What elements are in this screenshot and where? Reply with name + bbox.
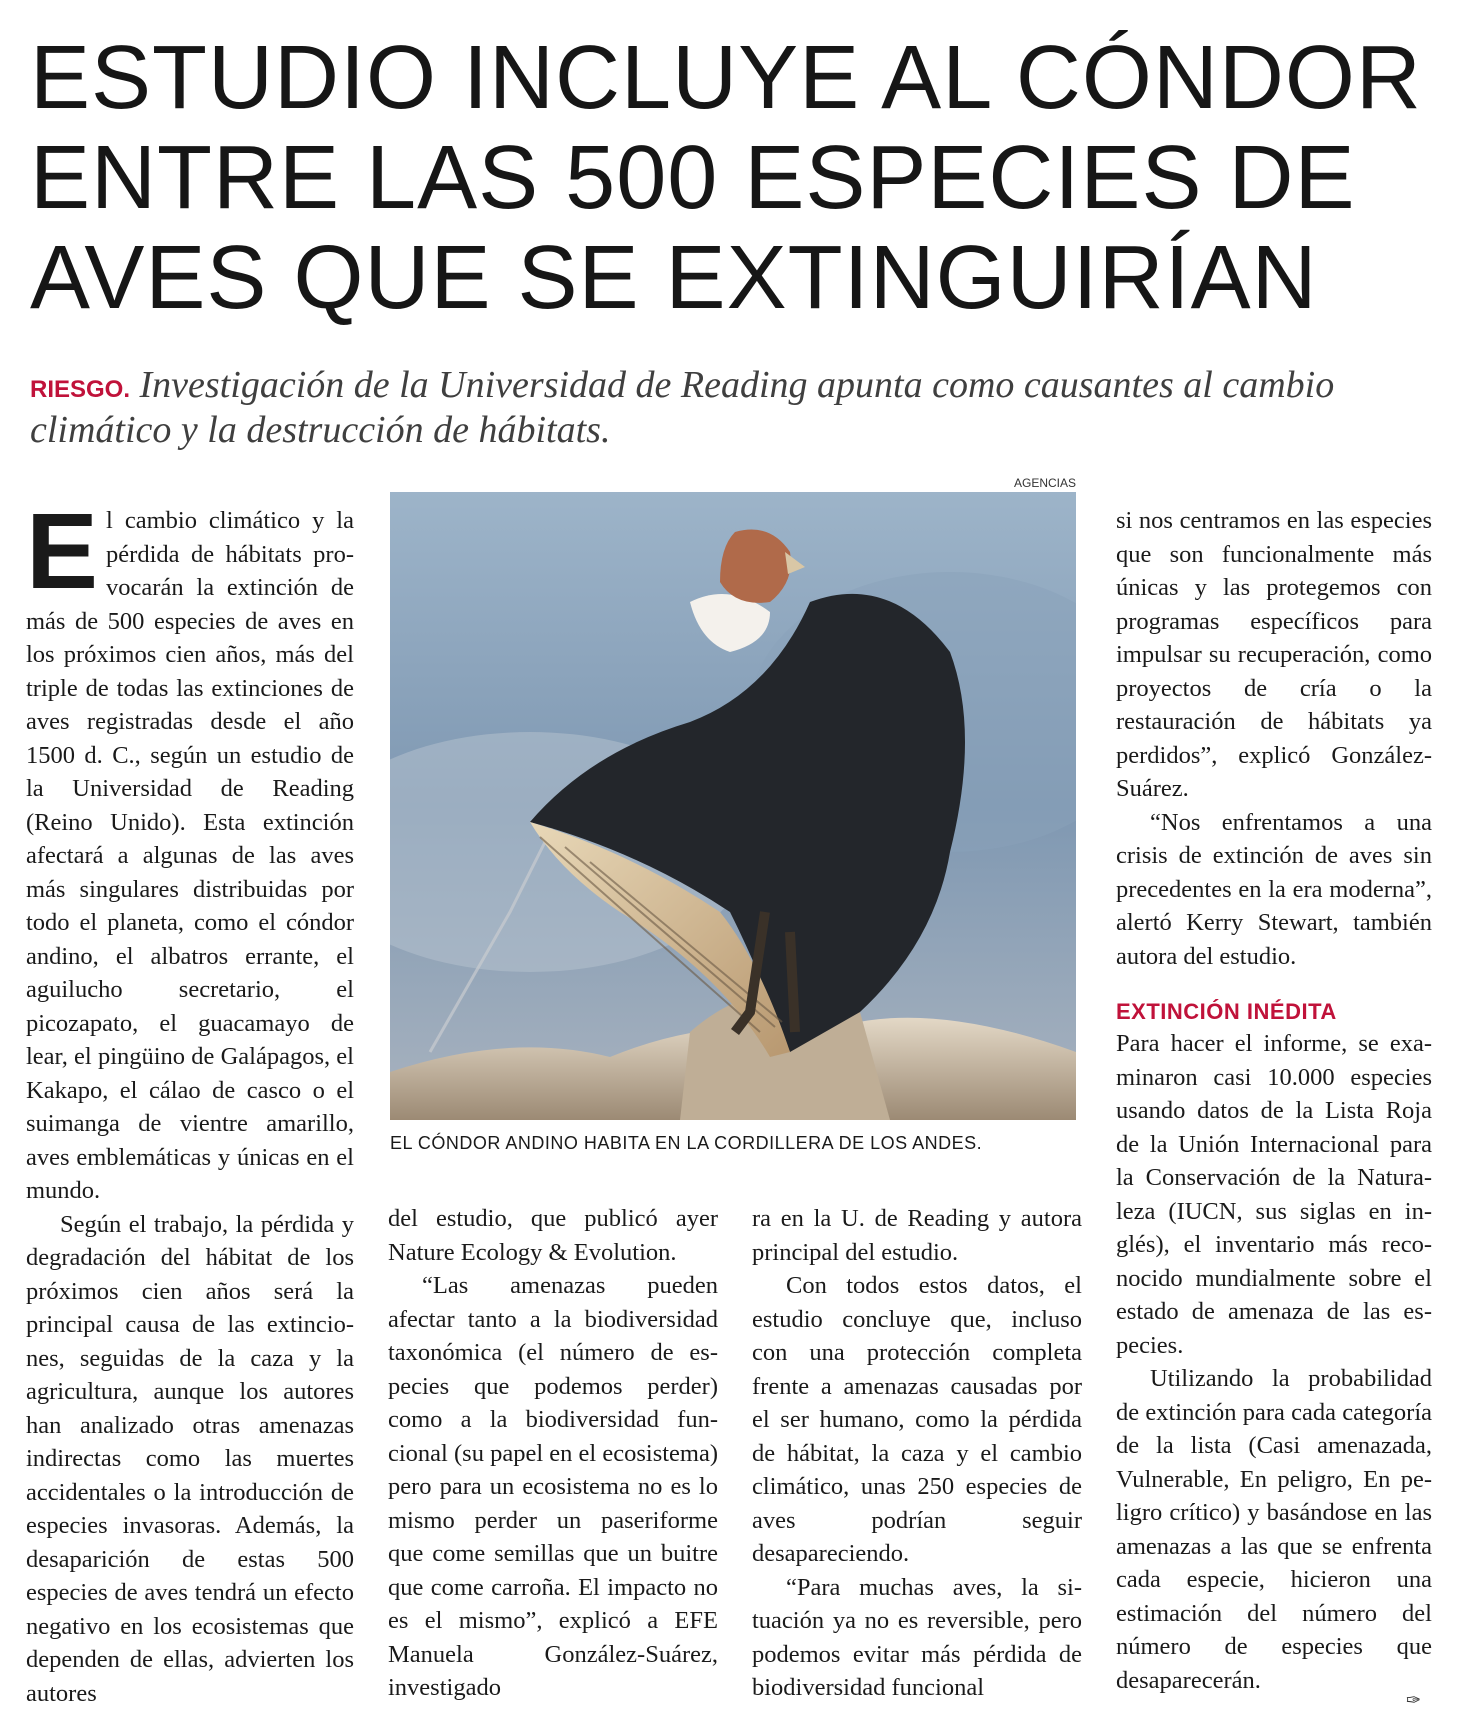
article-paragraph: Con todos estos datos, el estudio concluye que, incluso con una protección completa frente a amenazas causadas por el ser humano, como la pérdida de hábitat, la caza y el cambio climático, unas 250 especies de aves podrían seguir desapareciendo. <box>752 1272 1082 1567</box>
article-paragraph: Según el trabajo, la pérdida y degradación del hábitat de los próximos cien años será la principal causa de las extinciones, seguidas de la caza y la agricultura, aunque los autores han analizado otras amenazas indirectas como las muertes accidentales o la introducción de especies invasoras. Además, la desaparición de estas 500 especies de aves tendrá un efecto negativo en los ecosistemas que dependen de ellas, advierten los autores <box>26 1210 354 1707</box>
section-subhead: EXTINCIÓN INÉDITA <box>1116 999 1337 1024</box>
article-column-1 <box>26 490 354 1710</box>
condor-photo-image <box>390 492 1076 1120</box>
headline-line-1: ESTUDIO INCLUYE AL CÓNDOR <box>30 28 1422 128</box>
condor-photo <box>390 492 1076 1120</box>
drop-cap: E <box>26 490 99 611</box>
article-paragraph: “Para muchas aves, la situación ya no es reversible, pero podemos evitar más pérdida de biodiversidad funcional <box>752 1573 1082 1701</box>
article-paragraph: “Nos enfrentamos a una crisis de extinción de aves sin precedentes en la era moderna”, alertó Kerry Stewart, también autora del estudio. <box>1116 808 1432 970</box>
headline-line-2: ENTRE LAS 500 ESPECIES DE <box>30 128 1356 228</box>
article-paragraph: del estudio, que publicó ayer Nature Ecology & Evolution. <box>388 1205 718 1266</box>
deck-text: Investigación de la Universidad de Reading apunta como causantes al cambio climático y la destrucción de hábitats. <box>30 364 1335 451</box>
paragraph-text: l cambio climático y la pérdida de hábitats provocarán la extinción de más de 500 especies de aves en los próximos cien años, más del triple de todas las extinciones de aves registradas desde el año 1500 d. C., según un estudio de la Universidad de Reading (Reino Unido). Esta extinción afectará a algunas de las aves más singulares distribuidas por todo el planeta, como el cóndor andino, el albatros errante, el aguilucho secretario, el picozapato, el guacamayo de lear, el pingüino de Galápagos, el Kakapo, el cálao de casco o el suimanga de vientre amarillo, aves emblemáticas y únicas en el mundo. <box>26 507 354 1204</box>
article-column-4 <box>1116 504 1432 1697</box>
deck-kicker: RIESGO. <box>30 376 131 403</box>
article-column-2 <box>388 1202 718 1705</box>
article-paragraph: Utilizando la probabilidad de extinción para cada categoría de la lista (Casi amenazada, Vulnerable, En peligro, En peligro crítico) y basándose en las amenazas a las que se enfrenta cada especie, hicieron una estimación del número del número de especies que desaparecerán. <box>1116 1365 1432 1694</box>
deck <box>30 365 1420 451</box>
article-paragraph: Para hacer el informe, se examinaron casi 10.000 especies usando datos de la Lista Roja de la Unión Internacional para la Conservación de la Naturaleza (IUCN, sus siglas en inglés), el inventario más reconocido mundialmente sobre el estado de amenaza de las especies. <box>1116 1030 1432 1359</box>
end-of-article-icon: ✑ <box>1406 1690 1422 1711</box>
article-paragraph: si nos centramos en las especies que son funcionalmente más únicas y las protegemos con programas específicos para impulsar su recuperación, como proyectos de cría o la restauración de hábitats ya perdidos”, explicó González-Suárez. <box>1116 507 1432 802</box>
article-paragraph <box>26 490 354 1208</box>
headline <box>30 28 1430 328</box>
article-paragraph: ra en la U. de Reading y autora principal del estudio. <box>752 1205 1082 1266</box>
article-column-3 <box>752 1202 1082 1705</box>
headline-line-3: AVES QUE SE EXTINGUIRÍAN <box>30 228 1318 328</box>
photo-credit: AGENCIAS <box>1013 476 1076 490</box>
photo-caption: EL CÓNDOR ANDINO HABITA EN LA CORDILLERA DE LOS ANDES. <box>390 1133 983 1153</box>
article-paragraph: “Las amenazas pueden afectar tanto a la biodiversidad taxonómica (el número de especies que podemos perder) como a la biodiversidad funcional (su papel en el ecosistema) pero para un ecosistema no es lo mismo perder un paseriforme que come semillas que un buitre que come carroña. El impacto no es el mismo”, explicó a EFE Manuela González-Suárez, investigado <box>388 1272 718 1701</box>
